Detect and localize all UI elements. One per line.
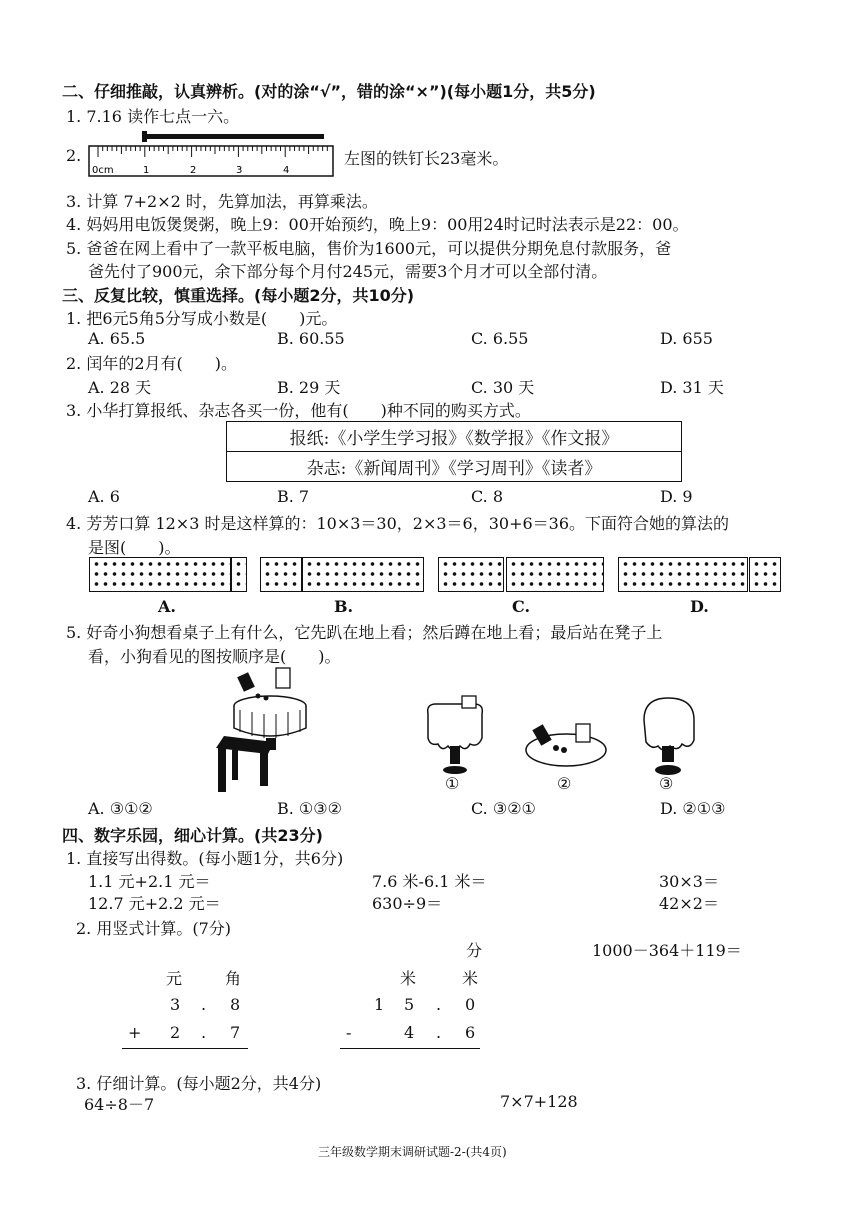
vc1-r2-point: . bbox=[201, 1023, 207, 1042]
vc2-r2-ones: 4 bbox=[404, 1023, 415, 1042]
s3-q3-option-d: D. 9 bbox=[660, 487, 693, 506]
vc2-line bbox=[340, 1048, 480, 1049]
s3-q1-option-d: D. 655 bbox=[660, 329, 713, 348]
s3-q1-option-a: A. 65.5 bbox=[88, 329, 146, 348]
s3-question-5-line1: 5. 好奇小狗想看桌子上有什么，它先趴在地上看；然后蹲在地上看；最后站在凳子上 bbox=[66, 623, 663, 642]
ruler-label-0: 0cm bbox=[92, 165, 114, 176]
vc2-r2-decimal: 6 bbox=[465, 1023, 476, 1042]
s4-part-2: 2. 用竖式计算。(7分) bbox=[76, 919, 232, 938]
dot-array-b-right bbox=[302, 557, 424, 592]
vc2-r2-point: . bbox=[436, 1023, 442, 1042]
s3-q3-option-c: C. 8 bbox=[471, 487, 504, 506]
vc1-header-yuan: 元 bbox=[166, 969, 183, 988]
s3-question-2: 2. 闰年的2月有( )。 bbox=[66, 354, 238, 373]
phone-icon bbox=[237, 672, 255, 692]
table-row-newspaper: 报纸:《小学生学习报》《数学报》《作文报》 bbox=[227, 422, 682, 452]
vc2-header-mi-1: 米 bbox=[400, 969, 417, 988]
dot-array-label-b: B. bbox=[334, 597, 354, 616]
s4-part-3: 3. 仔细计算。(每小题2分，共4分) bbox=[76, 1074, 322, 1093]
table-row-magazine: 杂志:《新闻周刊》《学习周刊》《读者》 bbox=[227, 452, 682, 482]
vc1-r1-digit: 3 bbox=[170, 995, 181, 1014]
s3-q1-option-b: B. 60.55 bbox=[277, 329, 345, 348]
dot-array-c-right bbox=[506, 557, 604, 592]
vc1-r1-point: . bbox=[201, 995, 207, 1014]
dot-array-a-left bbox=[89, 557, 231, 592]
s3-q2-option-d: D. 31 天 bbox=[660, 378, 724, 397]
section-3-title: 三、反复比较，慎重选择。(每小题2分，共10分) bbox=[62, 286, 415, 305]
view-figure-3 bbox=[634, 690, 704, 782]
vc2-r1-decimal: 0 bbox=[465, 995, 476, 1014]
s3-question-4-line1: 4. 芳芳口算 12×3 时是这样算的：10×3＝30，2×3＝6，30+6＝36。下面符合她的算法的 bbox=[66, 514, 730, 533]
newspaper-magazine-table bbox=[226, 421, 682, 482]
s2-question-5-line2: 爸先付了900元，余下部分每个月付245元，需要3个月才可以全部付清。 bbox=[88, 262, 608, 281]
page-footer: 三年级数学期末调研试题-2-(共4页) bbox=[318, 1145, 507, 1159]
s3-q5-option-d: D. ②①③ bbox=[660, 799, 726, 818]
vc2-header-fen: 分 bbox=[466, 941, 483, 960]
vc2-operator: - bbox=[346, 1023, 352, 1042]
view-figure-2 bbox=[522, 714, 608, 774]
dot-array-d-left bbox=[618, 557, 748, 592]
vc2-r1-ones: 5 bbox=[404, 995, 415, 1014]
calc-item-4: 12.7 元+2.2 元＝ bbox=[88, 894, 221, 913]
vc2-r1-tens: 1 bbox=[374, 995, 385, 1014]
calc-item-1: 1.1 元+2.1 元＝ bbox=[88, 872, 211, 891]
dot-array-label-a: A. bbox=[158, 597, 176, 616]
table-stool-illustration bbox=[210, 662, 320, 796]
vc1-operator: + bbox=[128, 1023, 142, 1042]
p3-item-1: 64÷8－7 bbox=[84, 1095, 155, 1114]
s3-question-5-line2: 看，小狗看见的图按顺序是( )。 bbox=[88, 647, 341, 666]
dot-array-label-d: D. bbox=[690, 597, 709, 616]
s3-question-1: 1. 把6元5角5分写成小数是( )元。 bbox=[66, 309, 338, 328]
view-figure-1 bbox=[420, 694, 490, 782]
p3-item-2: 7×7+128 bbox=[500, 1092, 578, 1111]
s3-question-3: 3. 小华打算报纸、杂志各买一份，他有( )种不同的购买方式。 bbox=[66, 401, 531, 420]
vc1-line bbox=[122, 1048, 248, 1049]
s3-q5-option-a: A. ③①② bbox=[88, 799, 153, 818]
ruler-label-3: 3 bbox=[236, 165, 243, 176]
vc1-header-jiao: 角 bbox=[225, 969, 242, 988]
bag-icon bbox=[276, 668, 290, 688]
vc1-r2-decimal: 7 bbox=[230, 1023, 241, 1042]
s3-q2-option-b: B. 29 天 bbox=[277, 378, 341, 397]
nail-icon bbox=[146, 134, 324, 139]
dot-array-c-left bbox=[438, 557, 504, 592]
dot-array-b-left bbox=[260, 557, 302, 592]
vc1-r2-digit: 2 bbox=[170, 1023, 181, 1042]
view-label-3: ③ bbox=[659, 774, 674, 793]
vc2-r1-point: . bbox=[436, 995, 442, 1014]
section-4-title: 四、数字乐园，细心计算。(共23分) bbox=[62, 826, 323, 845]
s2-question-5-line1: 5. 爸爸在网上看中了一款平板电脑，售价为1600元，可以提供分期免息付款服务，爸 bbox=[66, 239, 672, 258]
ruler-label-2: 2 bbox=[190, 165, 197, 176]
vc3-expression: 1000－364＋119＝ bbox=[592, 941, 742, 960]
s3-q2-option-c: C. 30 天 bbox=[471, 378, 535, 397]
s3-q2-option-a: A. 28 天 bbox=[88, 378, 152, 397]
ruler-label-1: 1 bbox=[143, 165, 150, 176]
view-label-1: ① bbox=[445, 774, 460, 793]
dot-array-label-c: C. bbox=[512, 597, 531, 616]
calc-item-6: 42×2＝ bbox=[659, 894, 719, 913]
s2-question-2-number: 2. bbox=[66, 146, 82, 165]
s2-question-2-text: 左图的铁钉长23毫米。 bbox=[344, 149, 509, 168]
s2-question-4: 4. 妈妈用电饭煲煲粥，晚上9：00开始预约，晚上9：00用24时记时法表示是22：00。 bbox=[66, 215, 689, 234]
s3-q5-option-b: B. ①③② bbox=[277, 799, 342, 818]
s3-q3-option-a: A. 6 bbox=[88, 487, 120, 506]
calc-item-3: 30×3＝ bbox=[659, 872, 719, 891]
vc1-r1-decimal: 8 bbox=[230, 995, 241, 1014]
ruler-figure bbox=[86, 124, 338, 178]
calc-item-5: 630÷9＝ bbox=[372, 894, 443, 913]
s4-part-1: 1. 直接写出得数。(每小题1分，共6分) bbox=[66, 849, 344, 868]
view-label-2: ② bbox=[557, 774, 572, 793]
dot-array-d-right bbox=[749, 557, 781, 592]
section-2-title: 二、仔细推敲，认真辨析。(对的涂“√”，错的涂“×”)(每小题1分，共5分) bbox=[62, 82, 596, 101]
s3-q1-option-c: C. 6.55 bbox=[471, 329, 529, 348]
calc-item-2: 7.6 米-6.1 米＝ bbox=[372, 872, 487, 891]
s3-q3-option-b: B. 7 bbox=[277, 487, 310, 506]
s2-question-1: 1. 7.16 读作七点一六。 bbox=[66, 107, 240, 126]
vc2-header-mi-2: 米 bbox=[462, 969, 479, 988]
s3-q5-option-c: C. ③②① bbox=[471, 799, 536, 818]
s3-question-4-line2: 是图( )。 bbox=[88, 538, 181, 557]
s2-question-3: 3. 计算 7+2×2 时，先算加法，再算乘法。 bbox=[66, 192, 378, 211]
dot-array-a-right bbox=[231, 557, 247, 592]
ruler-label-4: 4 bbox=[283, 165, 290, 176]
